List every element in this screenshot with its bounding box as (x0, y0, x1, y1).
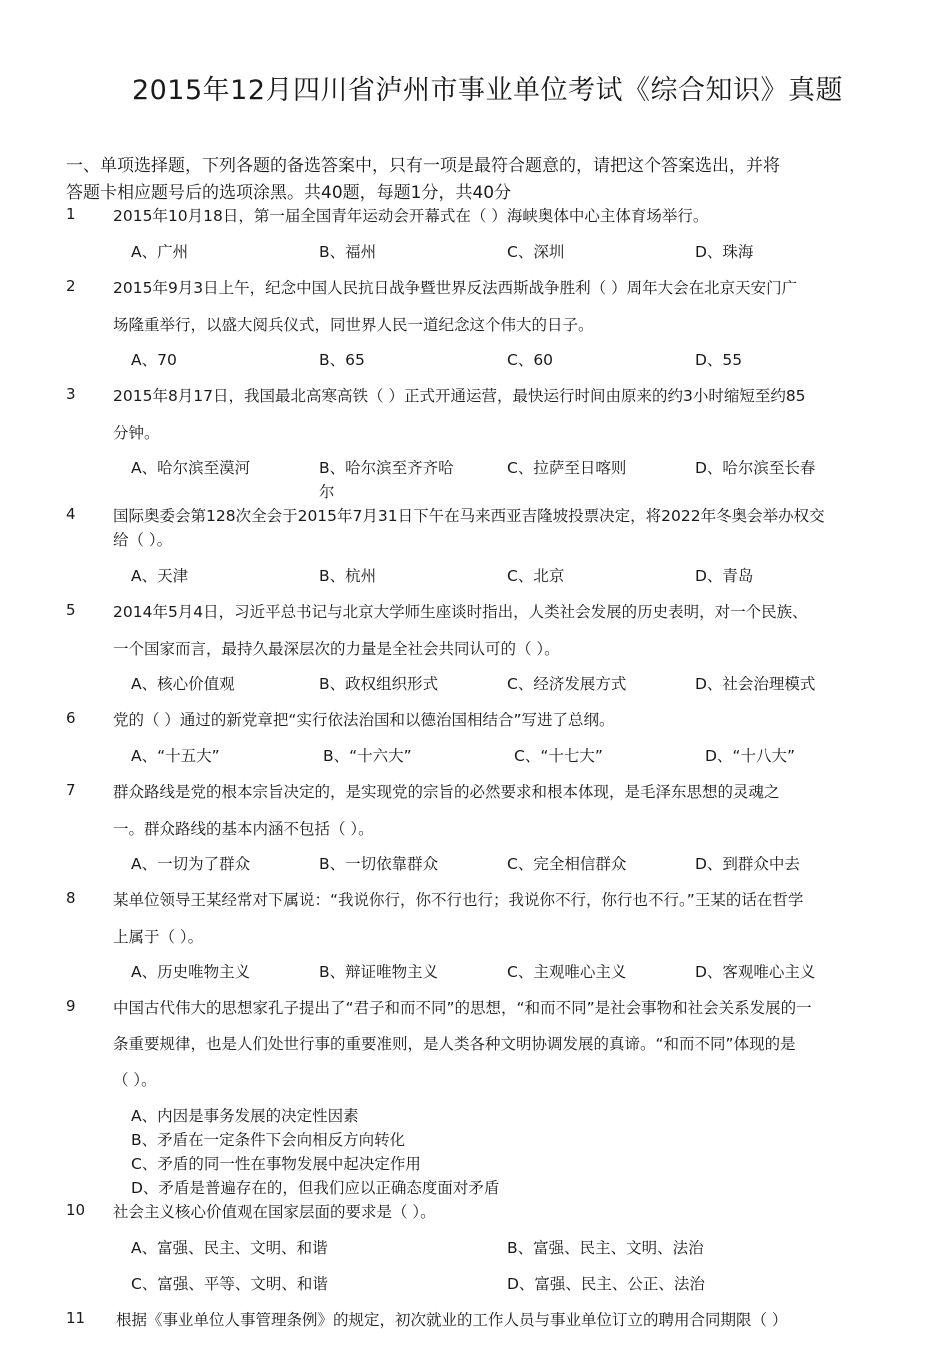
question-text: 中国古代伟大的思想家孔子提出了“君子和而不同”的思想，“和而不同”是社会事物和社会关系发展的一 (113, 999, 812, 1017)
question-text: 一个国家而言，最持久最深层次的力量是全社会共同认可的（ ）。 (113, 640, 560, 658)
option-c[interactable]: C、经济发展方式 (507, 675, 627, 693)
option-b[interactable]: B、哈尔滨至齐齐哈 (319, 459, 454, 477)
question-text: 2015年9月3日上午，纪念中国人民抗日战争暨世界反法西斯战争胜利（ ）周年大会在北京天安门广 (113, 279, 798, 297)
question-number: 11 (66, 1309, 86, 1327)
question-number: 9 (66, 997, 76, 1015)
question-number: 7 (66, 781, 76, 799)
option-d[interactable]: D、55 (695, 351, 743, 369)
option-b[interactable]: B、一切依靠群众 (319, 855, 439, 873)
question-text: 某单位领导王某经常对下属说：“我说你行，你不行也行；我说你不行，你行也不行。”王某的话在哲学 (113, 891, 804, 909)
option-a[interactable]: A、富强、民主、文明、和谐 (131, 1239, 328, 1257)
option-d[interactable]: D、青岛 (695, 567, 754, 585)
option-b[interactable]: B、矛盾在一定条件下会向相反方向转化 (131, 1131, 406, 1149)
option-c[interactable]: C、“十七大” (514, 747, 603, 765)
option-c[interactable]: C、完全相信群众 (507, 855, 627, 873)
option-a[interactable]: A、内因是事务发展的决定性因素 (131, 1107, 359, 1125)
question-text: 根据《事业单位人事管理条例》的规定，初次就业的工作人员与事业单位订立的聘用合同期限（ ） (116, 1311, 788, 1329)
question-text: 2014年5月4日，习近平总书记与北京大学师生座谈时指出，人类社会发展的历史表明，对一个民族、 (113, 603, 808, 621)
question-text: 给（ ）。 (113, 531, 173, 549)
question-number: 3 (66, 385, 76, 403)
option-d[interactable]: D、珠海 (695, 243, 754, 261)
option-a[interactable]: A、哈尔滨至漠河 (131, 459, 251, 477)
question-text: 群众路线是党的根本宗旨决定的，是实现党的宗旨的必然要求和根本体现，是毛泽东思想的灵魂之 (113, 783, 780, 801)
option-c[interactable]: C、矛盾的同一性在事物发展中起决定作用 (131, 1155, 421, 1173)
option-d[interactable]: D、矛盾是普遍存在的，但我们应以正确态度面对矛盾 (131, 1179, 500, 1197)
question-number: 8 (66, 889, 76, 907)
page-title: 2015年12月四川省泸州市事业单位考试《综合知识》真题 (131, 75, 844, 106)
question-text: 2015年10月18日，第一届全国青年运动会开幕式在（ ）海峡奥体中心主体育场举行。 (113, 207, 709, 225)
option-b[interactable]: B、富强、民主、文明、法治 (507, 1239, 704, 1257)
question-text: （ ）。 (113, 1071, 157, 1089)
question-number: 6 (66, 709, 76, 727)
option-d[interactable]: D、“十八大” (705, 747, 795, 765)
option-a[interactable]: A、天津 (131, 567, 189, 585)
option-a[interactable]: A、一切为了群众 (131, 855, 251, 873)
option-b[interactable]: B、福州 (319, 243, 377, 261)
question-number: 10 (66, 1201, 86, 1219)
option-b[interactable]: B、政权组织形式 (319, 675, 439, 693)
option-d[interactable]: D、富强、民主、公正、法治 (507, 1275, 705, 1293)
option-c[interactable]: C、60 (507, 351, 554, 369)
question-text: 一。群众路线的基本内涵不包括（ ）。 (113, 820, 374, 838)
option-b[interactable]: B、辩证唯物主义 (319, 963, 439, 981)
option-b[interactable]: B、杭州 (319, 567, 377, 585)
option-c[interactable]: C、深圳 (507, 243, 565, 261)
option-c[interactable]: C、主观唯心主义 (507, 963, 627, 981)
option-c[interactable]: C、北京 (507, 567, 565, 585)
option-b-wrap: 尔 (319, 483, 335, 501)
question-text: 党的（ ）通过的新党章把“实行依法治国和以德治国相结合”写进了总纲。 (113, 711, 615, 729)
option-a[interactable]: A、广州 (131, 243, 189, 261)
question-number: 5 (66, 601, 76, 619)
question-text: 上属于（ ）。 (113, 928, 204, 946)
question-text: 场隆重举行，以盛大阅兵仪式，同世界人民一道纪念这个伟大的日子。 (113, 316, 594, 334)
option-d[interactable]: D、哈尔滨至长春 (695, 459, 816, 477)
question-text: 条重要规律，也是人们处世行事的重要准则，是人类各种文明协调发展的真谛。“和而不同”体现的是 (113, 1035, 796, 1053)
question-number: 1 (66, 205, 76, 223)
option-c[interactable]: C、拉萨至日喀则 (507, 459, 627, 477)
option-c[interactable]: C、富强、平等、文明、和谐 (131, 1275, 328, 1293)
section-heading-line-2: 答题卡相应题号后的选项涂黑。共40题，每题1分，共40分 (66, 183, 512, 203)
question-text: 社会主义核心价值观在国家层面的要求是（ ）。 (113, 1203, 436, 1221)
option-b[interactable]: B、“十六大” (323, 747, 412, 765)
option-a[interactable]: A、核心价值观 (131, 675, 235, 693)
question-text: 分钟。 (113, 424, 160, 442)
option-a[interactable]: A、“十五大” (131, 747, 220, 765)
option-d[interactable]: D、客观唯心主义 (695, 963, 816, 981)
option-d[interactable]: D、社会治理模式 (695, 675, 816, 693)
option-a[interactable]: A、历史唯物主义 (131, 963, 251, 981)
question-text: 2015年8月17日，我国最北高寒高铁（ ）正式开通运营，最快运行时间由原来的约3小时缩短至约85 (113, 387, 806, 405)
section-heading-line-1: 一、单项选择题，下列各题的备选答案中，只有一项是最符合题意的，请把这个答案选出，并将 (66, 156, 780, 176)
option-d[interactable]: D、到群众中去 (695, 855, 800, 873)
question-text: 国际奥委会第128次全会于2015年7月31日下午在马来西亚吉隆坡投票决定，将2022年冬奥会举办权交 (113, 507, 825, 525)
option-b[interactable]: B、65 (319, 351, 365, 369)
option-a[interactable]: A、70 (131, 351, 177, 369)
question-number: 4 (66, 505, 76, 523)
question-number: 2 (66, 277, 76, 295)
